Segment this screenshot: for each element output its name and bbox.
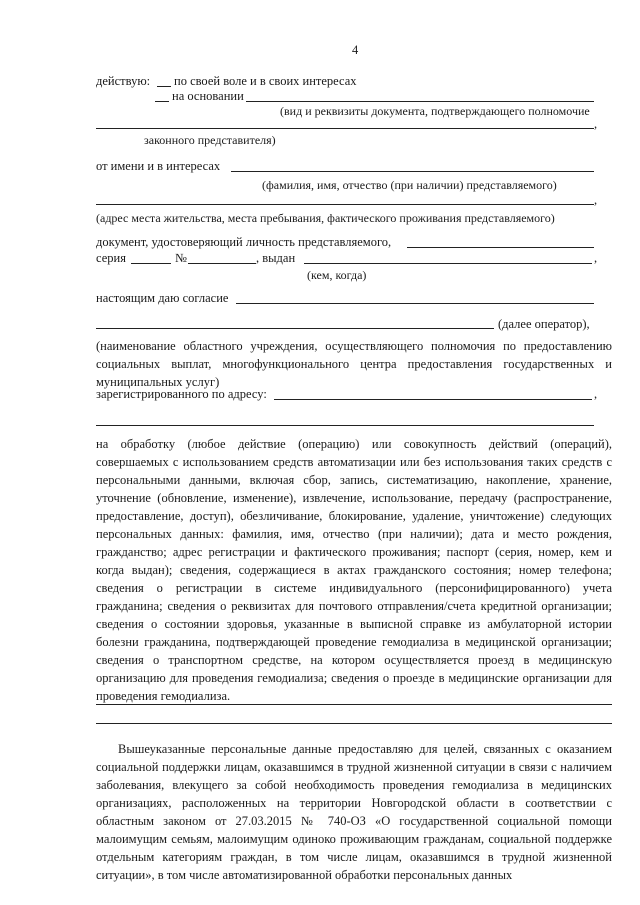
issued-caption: (кем, когда) <box>307 268 367 282</box>
comma: , <box>594 251 598 265</box>
operator-label: (далее оператор), <box>498 317 590 331</box>
operator-name-field[interactable] <box>236 303 594 304</box>
represented-address-field[interactable] <box>96 204 594 205</box>
comma: , <box>594 387 598 401</box>
number-label: № <box>175 251 187 265</box>
own-will-option: по своей воле и в своих интересах <box>174 74 357 88</box>
processing-paragraph: на обработку (любое действие (операцию) или совокупность действий (операций), совершаемых с использованием средств автоматизации или без использования таких средств с персональными данными, включая сбор, запись, систематизацию, накопление, хранение, уточнение (обновление, изменение), извлечение, использование, передачу (распространение, предоставление, доступ), обезличивание, блокирование, удаление, уничтожение) следующих персональных данных: фамилия, имя, отчество (при наличии); дата и место рождения, гражданство; адрес регистрации и фактического проживания; паспорт (серия, номер, кем и когда выдан); сведения, содержащиеся в актах гражданского состояния; номер телефона; сведения о регистрации в системе индивидуального (персонифицированного) учета гражданина; сведения о реквизитах для почтового отправления/счета кредитной организации; сведения о состоянии здоровья, указанные в выписной справке из амбулаторной истории болезни гражданина, подтверждающей проведение гемодиализа в медицинской организации; сведения о транспортном средстве, на котором осуществляется проезд в медицинскую организацию для проведения гемодиализа; сведения о проезде в медицинские организации для проведения гемодиализа. <box>96 437 612 703</box>
registered-label: зарегистрированного по адресу: <box>96 387 267 401</box>
basis-document-caption-2: законного представителя) <box>144 133 276 147</box>
own-will-blank[interactable] <box>157 86 171 87</box>
page-number: 4 <box>352 43 359 57</box>
registered-address-field-2[interactable] <box>96 425 594 426</box>
additional-blank-line-2[interactable] <box>96 723 612 724</box>
consent-label: настоящим даю согласие <box>96 291 229 305</box>
basis-document-field-2[interactable] <box>96 128 594 129</box>
registered-address-field[interactable] <box>274 399 592 400</box>
basis-document-field[interactable] <box>246 101 594 102</box>
comma: , <box>594 117 598 131</box>
address-caption: (адрес места жительства, места пребывания, фактического проживания представляемого) <box>96 211 555 225</box>
on-basis-option: на основании <box>172 89 244 103</box>
series-label: серия <box>96 251 126 265</box>
number-field[interactable] <box>188 263 256 264</box>
on-basis-blank[interactable] <box>155 101 169 102</box>
identity-doc-field[interactable] <box>407 247 594 248</box>
on-behalf-label: от имени и в интересах <box>96 159 221 173</box>
issued-label: , выдан <box>256 251 296 265</box>
basis-document-caption: (вид и реквизиты документа, подтверждающего полномочие <box>280 104 590 118</box>
issued-by-field[interactable] <box>304 263 592 264</box>
comma: , <box>594 193 598 207</box>
fio-caption: (фамилия, имя, отчество (при наличии) представляемого) <box>262 178 557 192</box>
institution-caption: (наименование областного учреждения, осуществляющего полномочия по предоставлению социальных выплат, многофункционального центра предоставления государственных и муниципальных услуг) <box>96 339 612 389</box>
additional-blank-line-1[interactable] <box>96 704 612 705</box>
operator-name-field-2[interactable] <box>96 328 494 329</box>
represented-fio-field[interactable] <box>231 171 594 172</box>
purpose-paragraph: Вышеуказанные персональные данные предоставляю для целей, связанных с оказанием социальной поддержки лицам, оказавшимся в трудной жизненной ситуации в связи с наличием заболевания, влекущего за собой необходимость проведения гемодиализа в медицинских организациях, расположенных на территории Новгородской области в соответствии с областным законом от 27.03.2015 № 740-ОЗ «О государственной социальной помощи малоимущим семьям, малоимущим одиноко проживающим гражданам, социальной поддержке отдельным категориям граждан, в том числе лицам, оказавшимся в трудной жизненной ситуации», в том числе автоматизированной обработки персональных данных <box>96 742 612 882</box>
series-field[interactable] <box>131 263 171 264</box>
acting-label: действую: <box>96 74 151 88</box>
identity-doc-label: документ, удостоверяющий личность представляемого, <box>96 235 392 249</box>
